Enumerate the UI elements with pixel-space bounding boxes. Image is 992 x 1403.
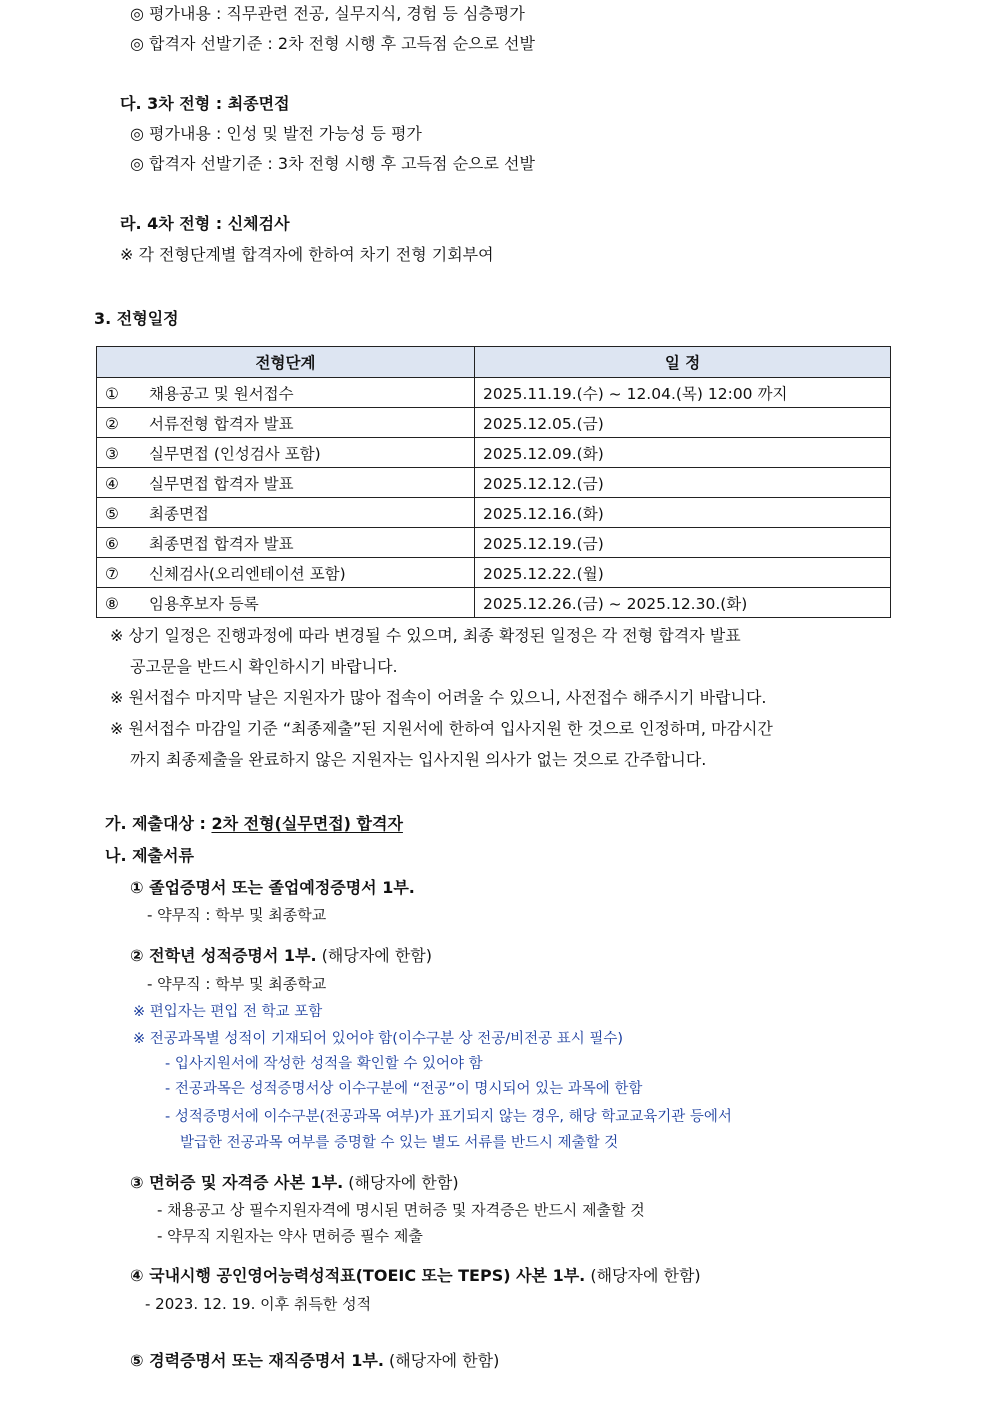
row-number: ⑧ — [105, 594, 119, 613]
row-number: ④ — [105, 474, 119, 493]
row-step: 최종면접 합격자 발표 — [149, 534, 294, 553]
schedule-note-3-cont: 까지 최종제출을 완료하지 않은 지원자는 입사지원 의사가 없는 것으로 간주합니다. — [130, 750, 707, 769]
row-date: 2025.12.05.(금) — [475, 408, 891, 438]
doc1-title: ① 졸업증명서 또는 졸업예정증명서 1부. — [130, 878, 415, 897]
stage2-content: ◎ 평가내용 : 직무관련 전공, 실무지식, 경험 등 심층평가 — [130, 4, 525, 23]
doc3-bullet-2: - 약무직 지원자는 약사 면허증 필수 제출 — [157, 1227, 423, 1245]
doc4-title-line — [130, 1265, 701, 1287]
row-date: 2025.12.26.(금) ~ 2025.12.30.(화) — [475, 588, 891, 618]
doc2-bullet-3-cont: 발급한 전공과목 여부를 증명할 수 있는 별도 서류를 반드시 제출할 것 — [180, 1135, 619, 1151]
schedule-note-1: ※ 상기 일정은 진행과정에 따라 변경될 수 있으며, 최종 확정된 일정은 각 전형 합격자 발표 — [110, 626, 741, 645]
doc2-bullet-3: - 성적증명서에 이수구분(전공과목 여부)가 표기되지 않는 경우, 해당 학교교육기관 등에서 — [165, 1109, 732, 1125]
schedule-note-2: ※ 원서접수 마지막 날은 지원자가 많아 접속이 어려울 수 있으니, 사전접수 해주시기 바랍니다. — [110, 688, 767, 707]
row-date: 2025.11.19.(수) ~ 12.04.(목) 12:00 까지 — [475, 378, 891, 408]
header-date: 일 정 — [475, 347, 891, 378]
row-number: ③ — [105, 444, 119, 463]
row-number: ⑦ — [105, 564, 119, 583]
row-step: 실무면접 합격자 발표 — [149, 474, 294, 493]
row-number: ① — [105, 384, 119, 403]
doc1-sub: - 약무직 : 학부 및 최종학교 — [147, 906, 327, 924]
stage3-heading: 다. 3차 전형 : 최종면접 — [120, 94, 290, 113]
doc5-title: ⑤ 경력증명서 또는 재직증명서 1부. — [130, 1351, 384, 1370]
schedule-table — [96, 346, 891, 618]
table-row — [97, 378, 891, 408]
row-date: 2025.12.12.(금) — [475, 468, 891, 498]
row-number: ② — [105, 414, 119, 433]
doc2-sub: - 약무직 : 학부 및 최종학교 — [147, 975, 327, 993]
schedule-note-1-cont: 공고문을 반드시 확인하시기 바랍니다. — [130, 657, 398, 676]
row-step: 임용후보자 등록 — [149, 594, 259, 613]
doc4-title: ④ 국내시행 공인영어능력성적표(TOEIC 또는 TEPS) 사본 1부. — [130, 1266, 586, 1285]
row-date: 2025.12.09.(화) — [475, 438, 891, 468]
stage4-note: ※ 각 전형단계별 합격자에 한하여 차기 전형 기회부여 — [120, 245, 494, 264]
doc2-title-line — [130, 945, 432, 967]
doc2-bullet-2: - 전공과목은 성적증명서상 이수구분에 “전공”이 명시되어 있는 과목에 한함 — [165, 1081, 643, 1097]
table-row — [97, 468, 891, 498]
doc2-suffix: (해당자에 한함) — [316, 946, 432, 965]
submission-target-value: 2차 전형(실무면접) 합격자 — [211, 814, 403, 833]
row-date: 2025.12.19.(금) — [475, 528, 891, 558]
doc2-note-2: ※ 전공과목별 성적이 기재되어 있어야 함(이수구분 상 전공/비전공 표시 필수) — [133, 1031, 624, 1047]
row-step: 최종면접 — [149, 504, 209, 523]
doc5-title-line — [130, 1350, 499, 1372]
table-row — [97, 558, 891, 588]
row-date: 2025.12.16.(화) — [475, 498, 891, 528]
row-date: 2025.12.22.(월) — [475, 558, 891, 588]
row-number: ⑤ — [105, 504, 119, 523]
doc3-suffix: (해당자에 한함) — [343, 1173, 459, 1192]
documents-heading: 나. 제출서류 — [105, 846, 194, 865]
row-step: 신체검사(오리엔테이션 포함) — [149, 564, 346, 583]
row-step: 서류전형 합격자 발표 — [149, 414, 294, 433]
row-step: 실무면접 (인성검사 포함) — [149, 444, 321, 463]
doc5-suffix: (해당자에 한함) — [383, 1351, 500, 1370]
doc3-title: ③ 면허증 및 자격증 사본 1부. — [130, 1173, 344, 1192]
schedule-heading: 3. 전형일정 — [94, 309, 179, 328]
table-row — [97, 498, 891, 528]
stage2-criteria: ◎ 합격자 선발기준 : 2차 전형 시행 후 고득점 순으로 선발 — [130, 34, 535, 53]
table-header-row — [97, 347, 891, 378]
doc2-note-1: ※ 편입자는 편입 전 학교 포함 — [133, 1004, 323, 1020]
doc2-title: ② 전학년 성적증명서 1부. — [130, 946, 317, 965]
row-step: 채용공고 및 원서접수 — [149, 384, 294, 403]
submission-target-label: 가. 제출대상 : — [105, 814, 212, 833]
stage3-content: ◎ 평가내용 : 인성 및 발전 가능성 등 평가 — [130, 124, 422, 143]
doc3-bullet-1: - 채용공고 상 필수지원자격에 명시된 면허증 및 자격증은 반드시 제출할 것 — [157, 1201, 645, 1219]
doc2-bullet-1: - 입사지원서에 작성한 성적을 확인할 수 있어야 함 — [165, 1056, 483, 1072]
stage3-criteria: ◎ 합격자 선발기준 : 3차 전형 시행 후 고득점 순으로 선발 — [130, 154, 535, 173]
doc4-suffix: (해당자에 한함) — [585, 1266, 701, 1285]
schedule-note-3: ※ 원서접수 마감일 기준 “최종제출”된 지원서에 한하여 입사지원 한 것으로 인정하며, 마감시간 — [110, 719, 773, 738]
header-stage: 전형단계 — [97, 347, 475, 378]
row-number: ⑥ — [105, 534, 119, 553]
doc4-sub: - 2023. 12. 19. 이후 취득한 성적 — [145, 1295, 372, 1313]
doc3-title-line — [130, 1172, 459, 1194]
table-row — [97, 588, 891, 618]
table-row — [97, 438, 891, 468]
table-row — [97, 408, 891, 438]
stage4-heading: 라. 4차 전형 : 신체검사 — [120, 214, 290, 233]
table-row — [97, 528, 891, 558]
submission-target — [105, 813, 403, 835]
